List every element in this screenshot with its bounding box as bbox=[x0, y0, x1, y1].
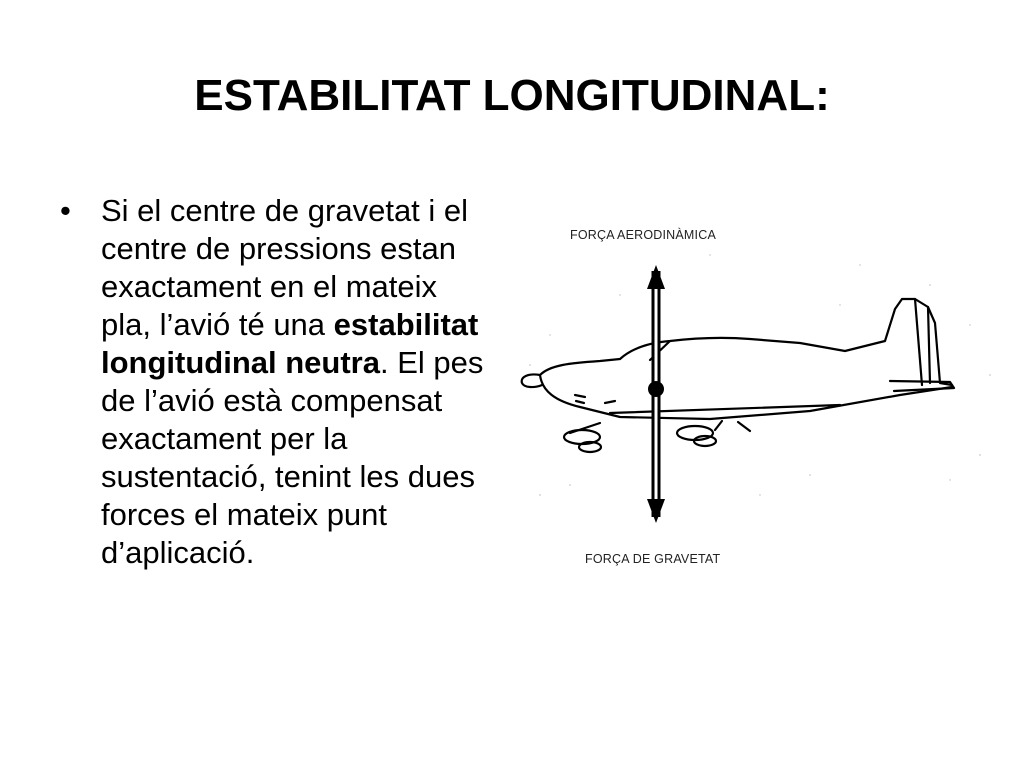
bullet-text bbox=[101, 192, 490, 572]
label-gravity-force: FORÇA DE GRAVETAT bbox=[585, 552, 721, 566]
center-of-gravity-dot bbox=[648, 381, 664, 397]
slide-title: ESTABILITAT LONGITUDINAL: bbox=[194, 71, 830, 120]
airplane bbox=[522, 299, 954, 452]
airplane-figure bbox=[510, 225, 1000, 585]
bullet-text-part2: . El pes de l’avió està compensat exactament per la sustentació, tenint les dues forces el mateix punt d’aplicació. bbox=[101, 345, 484, 570]
airplane-diagram bbox=[510, 225, 1000, 585]
bullet-text-part1: Si el centre de gravetat i el centre de pressions estan exactament en el mateix pla, l’avió té una bbox=[101, 193, 469, 342]
force-arrow bbox=[647, 265, 665, 523]
arrow-up-head bbox=[647, 265, 665, 289]
bullet-text-bold: estabilitat longitudinal neutra bbox=[101, 307, 479, 380]
arrow-down-head bbox=[647, 499, 665, 523]
label-aerodynamic-force: FORÇA AERODINÀMICA bbox=[570, 228, 716, 242]
bullet-mark: • bbox=[60, 193, 71, 228]
bullet-item bbox=[60, 192, 490, 572]
